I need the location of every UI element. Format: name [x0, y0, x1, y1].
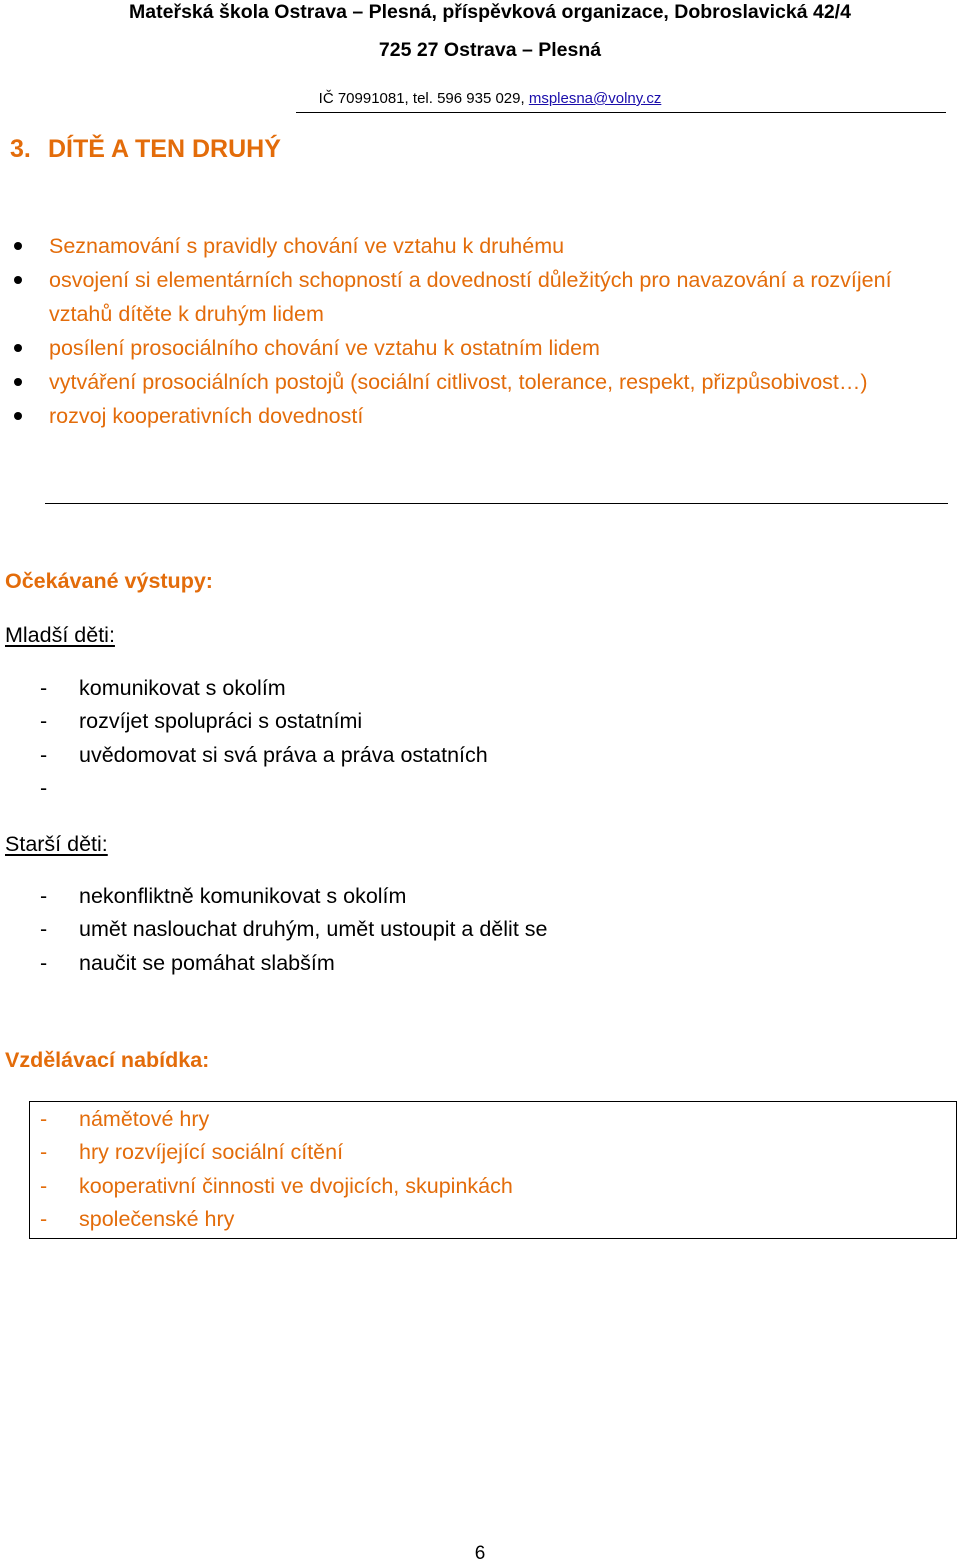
page-number: 6 — [474, 1543, 486, 1564]
dash-marker: - — [40, 709, 48, 734]
dash-marker: - — [40, 775, 48, 800]
older-outputs-list — [0, 880, 940, 980]
bullet-icon — [14, 242, 22, 250]
list-item — [0, 1136, 940, 1169]
goal-item — [0, 263, 960, 331]
education-offer-list — [0, 1103, 940, 1236]
list-item — [0, 913, 940, 946]
list-item-text: komunikovat s okolím — [79, 676, 286, 700]
goal-text: rozvoj kooperativních dovedností — [49, 404, 364, 428]
header-divider — [296, 112, 946, 113]
list-item-text: rozvíjet spolupráci s ostatními — [79, 709, 363, 734]
dash-marker: - — [40, 1173, 48, 1198]
list-item-text: společenské hry — [79, 1206, 235, 1231]
email-link[interactable]: msplesna@volny.cz — [528, 90, 662, 107]
list-item — [0, 772, 940, 805]
list-item-text: uvědomovat si svá práva a práva ostatních — [79, 742, 488, 767]
bullet-icon — [14, 344, 22, 352]
list-item — [0, 739, 940, 772]
dash-marker: - — [40, 676, 48, 700]
list-item-text: námětové hry — [79, 1107, 210, 1131]
expected-outputs-title: Očekávané výstupy: — [5, 569, 213, 593]
list-item — [0, 1170, 940, 1203]
header-contact — [20, 89, 960, 109]
header-address: 725 27 Ostrava – Plesná — [378, 39, 602, 61]
list-item-text: nekonfliktně komunikovat s okolím — [79, 884, 407, 908]
dash-marker: - — [40, 742, 48, 767]
dash-marker: - — [40, 950, 48, 975]
list-item-text: umět naslouchat druhým, umět ustoupit a dělit se — [79, 917, 548, 942]
goals-divider — [45, 503, 948, 504]
list-item — [0, 705, 940, 738]
younger-children-title: Mladší děti: — [5, 623, 115, 647]
dash-marker: - — [40, 1206, 48, 1231]
dash-marker: - — [40, 917, 48, 942]
goal-item — [0, 229, 960, 263]
list-item-text: kooperativní činnosti ve dvojicích, skupinkách — [79, 1173, 513, 1198]
list-item — [0, 1203, 940, 1236]
section-number: 3. — [10, 135, 31, 163]
goal-item — [0, 331, 960, 365]
bullet-icon — [14, 276, 22, 284]
bullet-icon — [14, 378, 22, 386]
dash-marker: - — [40, 1140, 48, 1165]
list-item-text: hry rozvíjející sociální cítění — [79, 1140, 344, 1165]
younger-outputs-list — [0, 672, 940, 805]
goal-text: vytváření prosociálních postojů (sociální citlivost, tolerance, respekt, přizpůsobivost…) — [49, 370, 868, 394]
header-contact-text: IČ 70991081, tel. 596 935 029, — [318, 90, 529, 107]
list-item — [0, 1103, 940, 1136]
list-item-text: naučit se pomáhat slabším — [79, 950, 335, 975]
list-item — [0, 672, 940, 705]
list-item — [0, 880, 940, 913]
dash-marker: - — [40, 884, 48, 908]
goal-text: osvojení si elementárních schopností a dovedností důležitých pro navazování a rozvíjení vztahů dítěte k druhým lidem — [49, 268, 892, 326]
education-offer-title: Vzdělávací nabídka: — [5, 1048, 210, 1072]
section-title-text: DÍTĚ A TEN DRUHÝ — [48, 135, 281, 163]
goal-text: Seznamování s pravidly chování ve vztahu k druhému — [49, 234, 565, 258]
goal-item — [0, 365, 960, 399]
bullet-icon — [14, 412, 22, 420]
section-title — [10, 134, 281, 164]
list-item — [0, 947, 940, 980]
goals-list — [0, 229, 960, 433]
dash-marker: - — [40, 1107, 48, 1131]
goal-item — [0, 399, 960, 433]
older-children-title: Starší děti: — [5, 832, 108, 856]
goal-text: posílení prosociálního chování ve vztahu k ostatním lidem — [49, 336, 600, 360]
header-school-name: Mateřská škola Ostrava – Plesná, příspěvková organizace, Dobroslavická 42/4 — [129, 1, 851, 23]
